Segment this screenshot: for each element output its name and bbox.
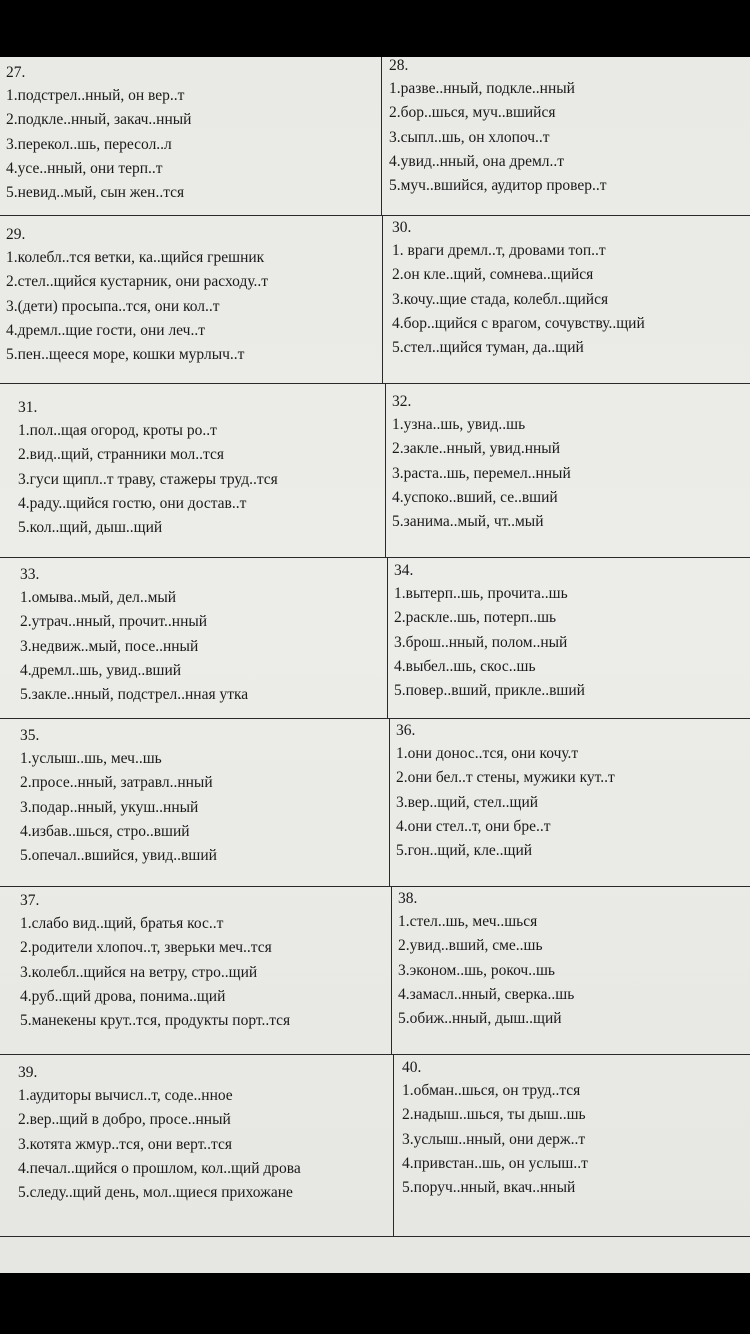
task-item: 5.манекены крут..тся, продукты порт..тся <box>20 1012 291 1030</box>
task-27 <box>6 63 191 205</box>
task-number: 30. <box>392 219 412 236</box>
task-item: 1.подстрел..нный, он вер..т <box>6 87 185 104</box>
task-item: 3.(дети) просыпа..тся, они кол..т <box>6 297 220 315</box>
task-item: 2.вид..щий, странники мол..тся <box>18 446 225 464</box>
task-item: 3.гуси щипл..т траву, стажеры труд..тся <box>18 470 278 488</box>
task-item: 3.сыпл..шь, он хлопоч..т <box>389 128 550 146</box>
row-divider <box>0 718 750 719</box>
task-item: 4.дремл..щие гости, они леч..т <box>6 321 205 339</box>
row-divider <box>0 1054 750 1055</box>
task-number: 32. <box>392 393 412 410</box>
task-item: 3.котята жмур..тся, они верт..тся <box>18 1135 233 1153</box>
column-divider <box>387 557 388 718</box>
task-item: 1.узна..шь, увид..шь <box>392 416 526 433</box>
task-item: 3.колебл..щийся на ветру, стро..щий <box>20 963 258 981</box>
task-33 <box>20 565 248 707</box>
task-item: 4.они стел..т, они бре..т <box>396 817 551 835</box>
task-number: 38. <box>398 890 418 907</box>
task-item: 3.услыш..нный, они держ..т <box>402 1130 586 1148</box>
task-30 <box>392 218 645 360</box>
task-item: 4.замасл..нный, сверка..шь <box>398 985 575 1003</box>
task-38 <box>398 889 574 1031</box>
row-divider <box>0 886 750 887</box>
task-item: 5.занима..мый, чт..мый <box>392 513 544 531</box>
task-item: 5.муч..вшийся, аудитор провер..т <box>389 177 607 195</box>
task-item: 4.увид..нный, она дремл..т <box>389 152 565 170</box>
task-35 <box>20 726 217 868</box>
task-number: 34. <box>394 562 414 579</box>
task-item: 5.следу..щий день, мол..щиеся прихожане <box>18 1184 293 1202</box>
task-item: 5.закле..нный, подстрел..нная утка <box>20 686 249 704</box>
row-divider <box>0 215 750 216</box>
task-number: 39. <box>18 1064 38 1081</box>
task-40 <box>402 1058 588 1200</box>
row-divider <box>0 1236 750 1237</box>
task-item: 1.пол..щая огород, кроты ро..т <box>18 422 217 439</box>
task-item: 1.вытерп..шь, прочита..шь <box>394 585 568 602</box>
task-item: 1.омыва..мый, дел..мый <box>20 589 177 606</box>
task-item: 1.аудиторы вычисл..т, соде..нное <box>18 1087 233 1104</box>
task-item: 2.стел..щийся кустарник, они расходу..т <box>6 273 269 291</box>
task-item: 5.гон..щий, кле..щий <box>396 842 533 860</box>
row-divider <box>0 557 750 558</box>
task-item: 4.бор..щийся с врагом, сочувству..щий <box>392 314 645 332</box>
task-item: 2.он кле..щий, сомнева..щийся <box>392 266 594 284</box>
task-item: 3.эконом..шь, рокоч..шь <box>398 961 555 979</box>
task-item: 5.стел..щийся туман, да..щий <box>392 339 584 357</box>
column-divider <box>382 215 383 383</box>
task-item: 5.невид..мый, сын жен..тся <box>6 184 185 202</box>
column-divider <box>385 383 386 557</box>
task-item: 4.избав..шься, стро..вший <box>20 822 190 840</box>
task-item: 5.пен..щееся море, кошки мурлыч..т <box>6 346 245 364</box>
task-item: 2.утрач..нный, прочит..нный <box>20 613 208 631</box>
worksheet-page <box>0 57 750 1273</box>
task-item: 4.усе..нный, они терп..т <box>6 159 163 177</box>
task-number: 37. <box>20 892 40 909</box>
task-item: 4.успоко..вший, се..вший <box>392 488 558 506</box>
task-item: 5.повер..вший, прикле..вший <box>394 682 585 700</box>
row-divider <box>0 383 750 384</box>
column-divider <box>381 57 382 215</box>
task-item: 3.перекол..шь, пересол..л <box>6 135 172 153</box>
task-item: 3.вер..щий, стел..щий <box>396 793 539 811</box>
task-item: 1.они донос..тся, они кочу.т <box>396 745 579 762</box>
task-item: 1.обман..шься, он труд..тся <box>402 1082 581 1099</box>
task-31 <box>18 398 278 540</box>
task-item: 1.услыш..шь, меч..шь <box>20 750 162 767</box>
task-item: 5.обиж..нный, дыш..щий <box>398 1010 562 1028</box>
task-item: 1.слабо вид..щий, братья кос..т <box>20 915 224 932</box>
task-item: 2.просе..нный, затравл..нный <box>20 774 213 792</box>
task-37 <box>20 891 290 1033</box>
task-item: 2.бор..шься, муч..вшийся <box>389 104 556 122</box>
task-39 <box>18 1063 301 1205</box>
task-item: 2.закле..нный, увид.нный <box>392 440 560 458</box>
task-32 <box>392 392 571 534</box>
task-item: 1. враги дремл..т, дровами топ..т <box>392 242 606 259</box>
task-item: 5.кол..щий, дыш..щий <box>18 519 163 537</box>
task-item: 2.родители хлопоч..т, зверьки меч..тся <box>20 939 272 957</box>
task-item: 2.надыш..шься, ты дыш..шь <box>402 1106 586 1124</box>
task-item: 4.руб..щий дрова, понима..щий <box>20 987 226 1005</box>
task-number: 28. <box>389 57 409 74</box>
column-divider <box>391 886 392 1054</box>
task-item: 1.колебл..тся ветки, ка..щийся грешник <box>6 249 265 266</box>
task-number: 31. <box>18 399 38 416</box>
task-item: 2.раскле..шь, потерп..шь <box>394 609 557 627</box>
task-number: 35. <box>20 727 40 744</box>
task-item: 1.стел..шь, меч..шься <box>398 913 538 930</box>
task-item: 3.раста..шь, перемел..нный <box>392 464 571 482</box>
task-item: 4.дремл..шь, увид..вший <box>20 661 182 679</box>
column-divider <box>393 1054 394 1236</box>
task-item: 3.подар..нный, укуш..нный <box>20 798 199 816</box>
task-item: 1.разве..нный, подкле..нный <box>389 80 575 97</box>
task-item: 2.вер..щий в добро, просе..нный <box>18 1111 231 1129</box>
task-item: 2.они бел..т стены, мужики кут..т <box>396 769 615 787</box>
task-item: 2.подкле..нный, закач..нный <box>6 111 192 129</box>
task-number: 36. <box>396 722 416 739</box>
task-item: 3.брош..нный, полом..ный <box>394 633 568 651</box>
task-item: 3.недвиж..мый, посе..нный <box>20 637 199 655</box>
task-item: 5.опечал..вшийся, увид..вший <box>20 847 217 865</box>
task-item: 4.привстан..шь, он услыш..т <box>402 1154 588 1172</box>
task-item: 5.поруч..нный, вкач..нный <box>402 1179 576 1197</box>
task-number: 33. <box>20 566 40 583</box>
task-item: 2.увид..вший, сме..шь <box>398 937 543 955</box>
task-item: 3.кочу..щие стада, колебл..щийся <box>392 290 609 308</box>
task-34 <box>394 561 585 703</box>
task-item: 4.печал..щийся о прошлом, кол..щий дрова <box>18 1159 301 1177</box>
task-number: 29. <box>6 226 26 243</box>
task-28 <box>389 57 607 198</box>
task-number: 40. <box>402 1059 422 1076</box>
task-item: 4.выбел..шь, скос..шь <box>394 657 536 675</box>
task-number: 27. <box>6 64 26 81</box>
column-divider <box>389 718 390 886</box>
task-36 <box>396 721 615 863</box>
task-29 <box>6 225 268 367</box>
task-item: 4.раду..щийся гостю, они достав..т <box>18 494 247 512</box>
